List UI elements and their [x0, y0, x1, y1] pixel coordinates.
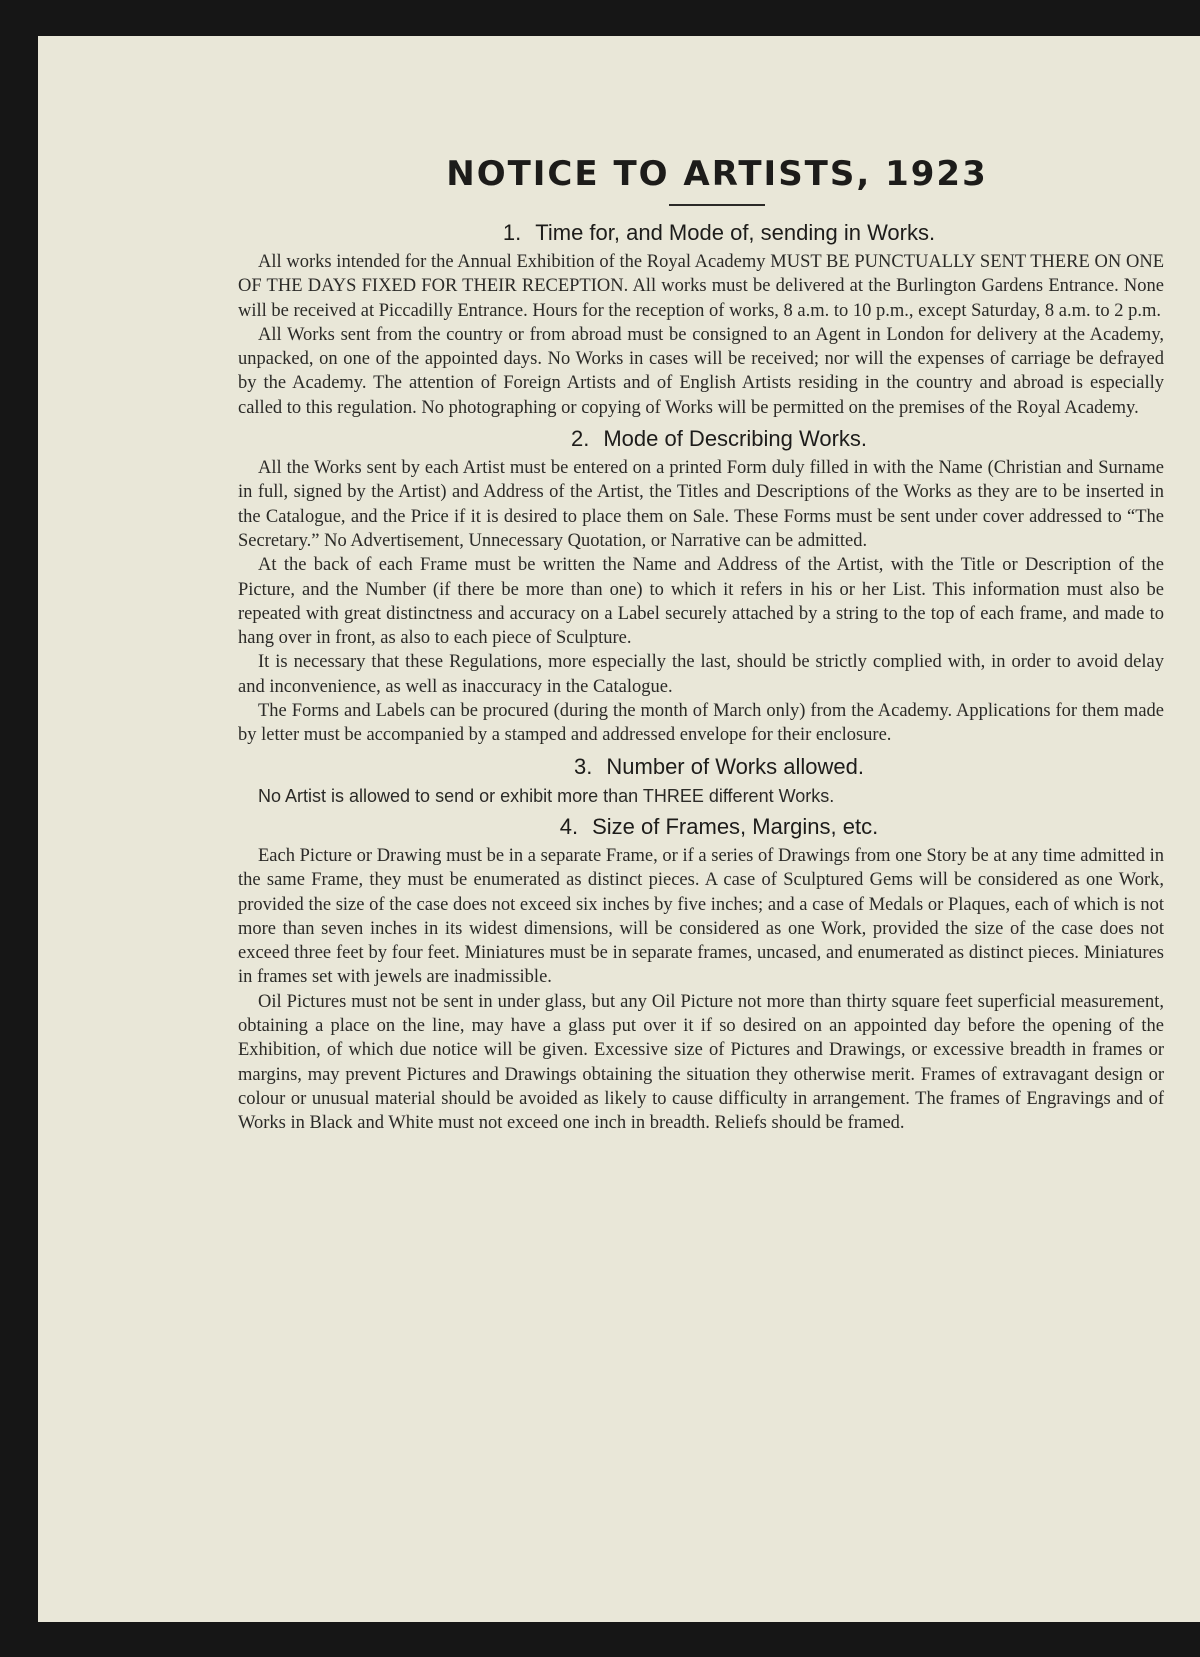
- page-title: NOTICE TO ARTISTS, 1923: [446, 154, 988, 194]
- section-1-paragraph-2: All Works sent from the country or from abroad must be consigned to an Agent in London for delivery at the Academy, unpacked, on one of the appointed days. No Works in cases will be received; nor will the expenses of carriage be defrayed by the Academy. The attention of Foreign Artists and of English Artists residing in the country and abroad is especially called to this regulation. No photographing or copying of Works will be permitted on the premises of the Royal Academy.: [238, 324, 1164, 418]
- section-2-paragraph-4: The Forms and Labels can be procured (during the month of March only) from the Academy. Applications for them made by letter must be accompanied by a stamped and addressed envelope for their enclosure.: [238, 701, 1164, 746]
- section-2-paragraph-3: It is necessary that these Regulations, more especially the last, should be strictly complied with, in order to avoid delay and inconvenience, as well as inaccuracy in the Catalogue.: [238, 652, 1164, 697]
- section-heading-4: [238, 814, 1164, 840]
- section-2-paragraph-2: At the back of each Frame must be written the Name and Address of the Artist, with the Title or Description of the Picture, and the Number (if there be more than one) to which it refers in his or her List. This information must also be repeated with great distinctness and accuracy on a Label securely attached by a string to the top of each frame, and made to hang over in front, as also to each piece of Sculpture.: [238, 555, 1164, 649]
- section-number: 4.: [559, 813, 579, 839]
- section-number: 3.: [574, 753, 593, 779]
- section-title: Time for, and Mode of, sending in Works.: [535, 220, 936, 245]
- section-title: Size of Frames, Margins, etc.: [592, 813, 879, 839]
- section-title: Mode of Describing Works.: [603, 426, 868, 452]
- section-heading-1: [238, 220, 1164, 246]
- section-4-paragraph-2: Oil Pictures must not be sent in under glass, but any Oil Picture not more than thirty square feet superficial measurement, obtaining a place on the line, may have a glass put over it if so desired on an appointed day before the opening of the Exhibition, of which due notice will be given. Excessive size of Pictures and Drawings, or excessive breadth in frames or margins, may prevent Pictures and Drawings obtaining the situation they otherwise merit. Frames of extravagant design or colour or unusual material should be avoided as likely to cause difficulty in arrangement. The frames of Engravings and of Works in Black and White must not exceed one inch in breadth. Reliefs should be framed.: [238, 991, 1164, 1134]
- section-2-paragraph-1: All the Works sent by each Artist must be entered on a printed Form duly filled in with the Name (Christian and Surname in full, signed by the Artist) and Address of the Artist, the Titles and Descriptions of the Works as they are to be inserted in the Catalogue, and the Price if it is desired to place them on Sale. These Forms must be sent under cover addressed to “The Secretary.” No Advertisement, Unnecessary Quotation, or Narrative can be admitted.: [238, 458, 1164, 551]
- section-3-paragraph-1: No Artist is allowed to send or exhibit more than THREE different Works.: [258, 785, 835, 806]
- section-number: 1.: [502, 220, 522, 245]
- section-heading-3: [238, 754, 1164, 780]
- section-1-paragraph-1: All works intended for the Annual Exhibition of the Royal Academy MUST BE PUNCTUALLY SENT THERE ON ONE OF THE DAYS FIXED FOR THEIR RECEPTION. All works must be delivered at the Burlington Gardens Entrance. None will be received at Piccadilly Entrance. Hours for the reception of works, 8 a.m. to 10 p.m., except Saturday, 8 a.m. to 2 p.m.: [238, 252, 1164, 321]
- section-heading-2: [238, 426, 1164, 452]
- title-rule: [669, 204, 765, 206]
- document-page: [38, 36, 1200, 1622]
- section-4-paragraph-1: Each Picture or Drawing must be in a separate Frame, or if a series of Drawings from one Story be at any time admitted in the same Frame, they must be enumerated as distinct pieces. A case of Sculptured Gems will be considered as one Work, provided the size of the case does not exceed six inches by five inches; and a case of Medals or Plaques, each of which is not more than seven inches in its widest dimensions, will be considered as one Work, provided the size of the case does not exceed three feet by four feet. Miniatures must be in separate frames, uncased, and enumerated as distinct pieces. Miniatures in frames set with jewels are inadmissible.: [238, 845, 1164, 988]
- section-number: 2.: [570, 426, 590, 452]
- section-title: Number of Works allowed.: [606, 753, 864, 779]
